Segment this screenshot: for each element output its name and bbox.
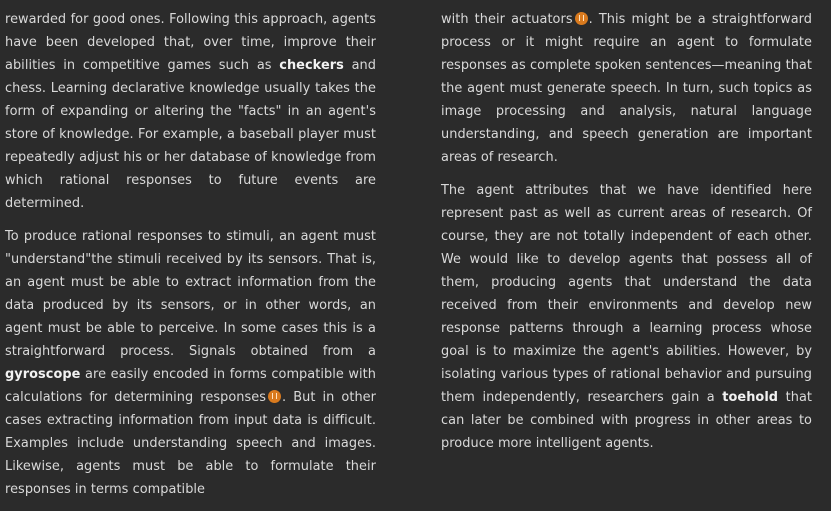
paragraph-attributes <box>441 179 812 455</box>
paragraph-text: rewarded for good ones. Following this approach, agents have been developed that, over time, improve their abilities in competitive games such as <box>5 12 376 73</box>
paragraph-perception <box>5 225 376 501</box>
note-marker-icon[interactable] <box>268 390 281 403</box>
left-column <box>5 8 376 511</box>
highlighted-term-checkers[interactable]: checkers <box>279 58 344 73</box>
paragraph-text: . This might be a straightforward process or it might require an agent to formulate responses as complete spoken sentences—meaning that the agent must generate speech. In turn, such topics as image processing and analysis, natural language understanding, and speech generation are important areas of research. <box>441 12 813 165</box>
highlighted-term-toehold[interactable]: toehold <box>722 390 779 405</box>
paragraph-text: The agent attributes that we have identified here represent past as well as current areas of research. Of course, they are not totally independent of each other. We would like to develop agents that possess all of them, producing agents that understand the data received from their environments and develop new response patterns through a learning process whose goal is to maximize the agent's abilities. However, by isolating various types of rational behavior and pursuing them independently, researchers gain a <box>441 183 812 405</box>
paragraph-text: and chess. Learning declarative knowledge usually takes the form of expanding or altering the "facts" in an agent's store of knowledge. For example, a baseball player must repeatedly adjust his or her database of knowledge from which rational responses to future events are determined. <box>5 58 376 211</box>
paragraph-text: To produce rational responses to stimuli, an agent must "understand"the stimuli received by its sensors. That is, an agent must be able to extract information from the data produced by its sensors, or in other words, an agent must be able to perceive. In some cases this is a straightforward process. Signals obtained from a <box>5 229 376 359</box>
paragraph-learning <box>5 8 376 215</box>
highlighted-term-gyroscope[interactable]: gyroscope <box>5 367 81 382</box>
note-marker-icon[interactable] <box>575 12 588 25</box>
right-column <box>441 8 812 465</box>
paragraph-actuators <box>441 8 812 169</box>
paragraph-text: . But in other cases extracting information from input data is difficult. Examples include understanding speech and images. Likewise, agents must be able to formulate their responses in terms compatible <box>5 390 376 497</box>
paragraph-text: that can later be combined with progress in other areas to produce more intelligent agents. <box>441 390 812 451</box>
paragraph-text: with their actuators <box>441 12 573 27</box>
paragraph-text: are easily encoded in forms compatible with calculations for determining responses <box>5 367 376 405</box>
